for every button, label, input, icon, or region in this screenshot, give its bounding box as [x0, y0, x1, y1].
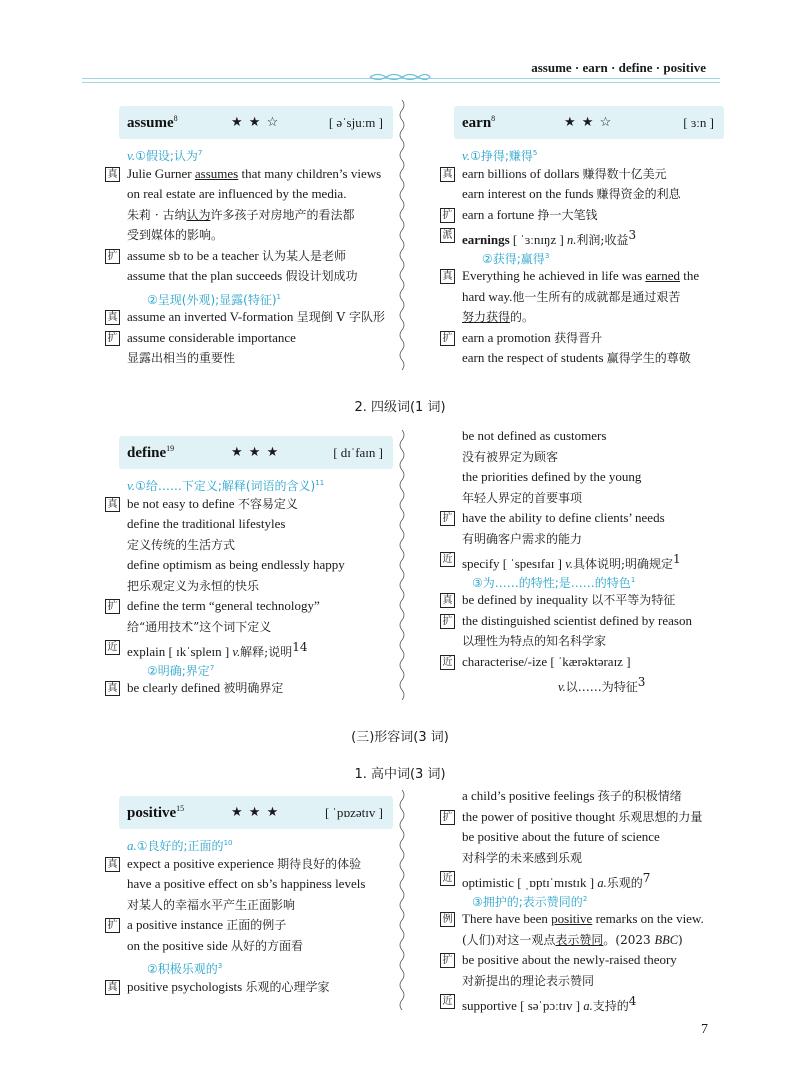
example-line: a child’s positive feelings 孩子的积极情绪 [462, 788, 682, 803]
synonym-line: 近 optimistic [ ˌɒptɪˈmɪstɪk ] a.乐观的$^7$ [440, 868, 724, 889]
headword: positive$^{15}$ [127, 804, 185, 821]
translation-line: 对科学的未来感到乐观 [462, 850, 583, 865]
translation-line: 给“通用技术”这个词下定义 [127, 619, 272, 634]
translation-line: 显露出相当的重要性 [127, 351, 236, 365]
translation-line: 朱莉 · 古纳认为许多孩子对房地产的看法都 [127, 207, 355, 222]
sense-heading: v.①假设;认为$^7$ [127, 148, 203, 163]
example-line: 真 be clearly defined 被明确界定 [105, 678, 393, 699]
page-number: 7 [701, 1022, 708, 1037]
sense-heading: v.①给……下定义;解释(词语的含义)$^{11}$ [127, 478, 325, 493]
headword-box [454, 106, 724, 139]
headword-box [119, 106, 393, 139]
example-line: earn the respect of students 赢得学生的尊敬 [462, 350, 691, 365]
running-header: assume · earn · define · positive [531, 60, 706, 75]
entry-define [105, 436, 393, 699]
translation-line: 受到媒体的影响。 [127, 228, 224, 242]
section-heading: 2. 四级词(1 词) [354, 400, 446, 415]
translation-line: 没有被界定为顾客 [462, 449, 559, 464]
phonetic: [ ˈpɒzətɪv ] [324, 805, 383, 820]
example-line: 扩 earn a fortune 挣一大笔钱 [440, 205, 724, 226]
sense-heading: v.①挣得;赚得$^5$ [462, 148, 538, 163]
entry-positive-continued [440, 786, 724, 1012]
derivative-line: 派 earnings [ ˈɜːnɪŋz ] n.利润;收益$^3$ [440, 225, 724, 246]
headword-box [119, 796, 393, 829]
sense-heading: ②积极乐观的$^3$ [147, 962, 223, 976]
translation-line: 把乐观定义为永恒的快乐 [127, 578, 260, 593]
headword: define$^{19}$ [127, 444, 175, 461]
column-divider [398, 430, 406, 700]
synonym-meaning: v.以……为特征$^3$ [558, 675, 646, 695]
example-line: on the positive side 从好的方面看 [127, 937, 304, 953]
example-line: be not defined as customers [462, 428, 607, 443]
column-divider [398, 790, 406, 1010]
synonym-line: 近 characterise/-ize [ ˈkærəktəraɪz ] [440, 652, 724, 673]
entry-earn [440, 106, 724, 369]
translation-line: 对新提出的理论表示赞同 [462, 973, 595, 988]
example-line: assume that the plan succeeds 假设计划成功 [127, 268, 358, 283]
example-line: 真 be defined by inequality 以不平等为特征 [440, 590, 724, 611]
synonym-line: 近 specify [ ˈspesɪfaɪ ] v.具体说明;明确规定$^1$ [440, 549, 724, 570]
headword-box [119, 436, 393, 469]
sense-heading: ②获得;赢得$^3$ [482, 251, 550, 266]
frequency-stars: ★ ★ ★ [231, 445, 280, 460]
entry-positive [105, 796, 393, 997]
example-line: 真 positive psychologists 乐观的心理学家 [105, 977, 393, 998]
phonetic: [ dɪˈfaɪn ] [333, 445, 383, 460]
headword: earn$^8$ [462, 114, 496, 131]
headword: assume$^8$ [127, 114, 178, 131]
header-rule-bottom [82, 82, 720, 83]
example-line: 扩 be positive about the newly-raised theory [440, 950, 724, 971]
example-line: 真 Everything he achieved in life was earned the [440, 266, 724, 287]
example-line: 扩 the power of positive thought 乐观思想的力量 [440, 807, 724, 828]
example-line: 真 assume an inverted V-formation 呈现倒 V 字队形 [105, 307, 393, 328]
sense-heading: ③为……的特性;是……的特色$^1$ [472, 575, 636, 590]
sense-heading: ②呈现(外观);显露(特征)$^1$ [147, 292, 281, 307]
translation-line: 定义传统的生活方式 [127, 537, 236, 552]
example-line: define optimism as being endlessly happy [127, 557, 345, 572]
example-line: be positive about the future of science [462, 829, 660, 844]
example-line: 真 Julie Gurner assumes that many children’s views [105, 164, 393, 185]
example-line: hard way.他一生所有的成就都是通过艰苦 [462, 288, 681, 304]
translation-line: (人们)对这一观点表示赞同。(2023 BBC) [462, 932, 683, 947]
example-line: earn interest on the funds 赚得资金的利息 [462, 186, 681, 201]
frequency-stars: ★ ★ ☆ [564, 115, 613, 130]
frequency-stars: ★ ★ ★ [231, 805, 280, 820]
column-divider [398, 100, 406, 370]
example-line: 扩 the distinguished scientist defined by reason [440, 611, 724, 632]
example-line: 例 There have been positive remarks on the view. [440, 909, 724, 930]
section-heading: (三)形容词(3 词) [351, 730, 449, 745]
example-line: on real estate are influenced by the media. [127, 186, 347, 201]
example-line: 扩 a positive instance 正面的例子 [105, 915, 393, 936]
phonetic: [ əˈsjuːm ] [328, 115, 383, 130]
example-line: 扩 assume sb to be a teacher 认为某人是老师 [105, 246, 393, 267]
example-line: 扩 have the ability to define clients’ needs [440, 508, 724, 529]
example-line: have a positive effect on sb’s happiness levels [127, 876, 366, 891]
translation-line: 以理性为特点的知名科学家 [462, 634, 607, 648]
translation-line: 有明确客户需求的能力 [462, 531, 583, 546]
section-heading: 1. 高中词(3 词) [354, 767, 446, 782]
sense-heading: a.①良好的;正面的$^{10}$ [127, 838, 233, 853]
example-line: 扩 assume considerable importance [105, 328, 393, 349]
sense-heading: ②明确;界定$^7$ [147, 663, 215, 678]
example-line: 真 earn billions of dollars 赚得数十亿美元 [440, 164, 724, 185]
example-line: 扩 earn a promotion 获得晋升 [440, 328, 724, 349]
example-line: 真 expect a positive experience 期待良好的体验 [105, 854, 393, 875]
sense-heading: ③拥护的;表示赞同的$^2$ [472, 894, 588, 909]
header-ornament-icon [368, 72, 432, 82]
translation-line: 年轻人界定的首要事项 [462, 490, 583, 505]
example-line: define the traditional lifestyles [127, 516, 286, 531]
entry-define-continued [440, 426, 724, 693]
phonetic: [ ɜːn ] [683, 115, 714, 130]
translation-line: 对某人的幸福水平产生正面影响 [127, 897, 296, 912]
example-line: the priorities defined by the young [462, 469, 642, 484]
translation-line: 努力获得的。 [462, 310, 535, 324]
frequency-stars: ★ ★ ☆ [231, 115, 280, 130]
synonym-line: 近 explain [ ɪkˈspleɪn ] v.解释;说明$^{14}$ [105, 637, 393, 658]
entry-assume [105, 106, 393, 369]
synonym-line: 近 supportive [ səˈpɔːtɪv ] a.支持的$^4$ [440, 991, 724, 1012]
example-line: 扩 define the term “general technology” [105, 596, 393, 617]
example-line: 真 be not easy to define 不容易定义 [105, 494, 393, 515]
